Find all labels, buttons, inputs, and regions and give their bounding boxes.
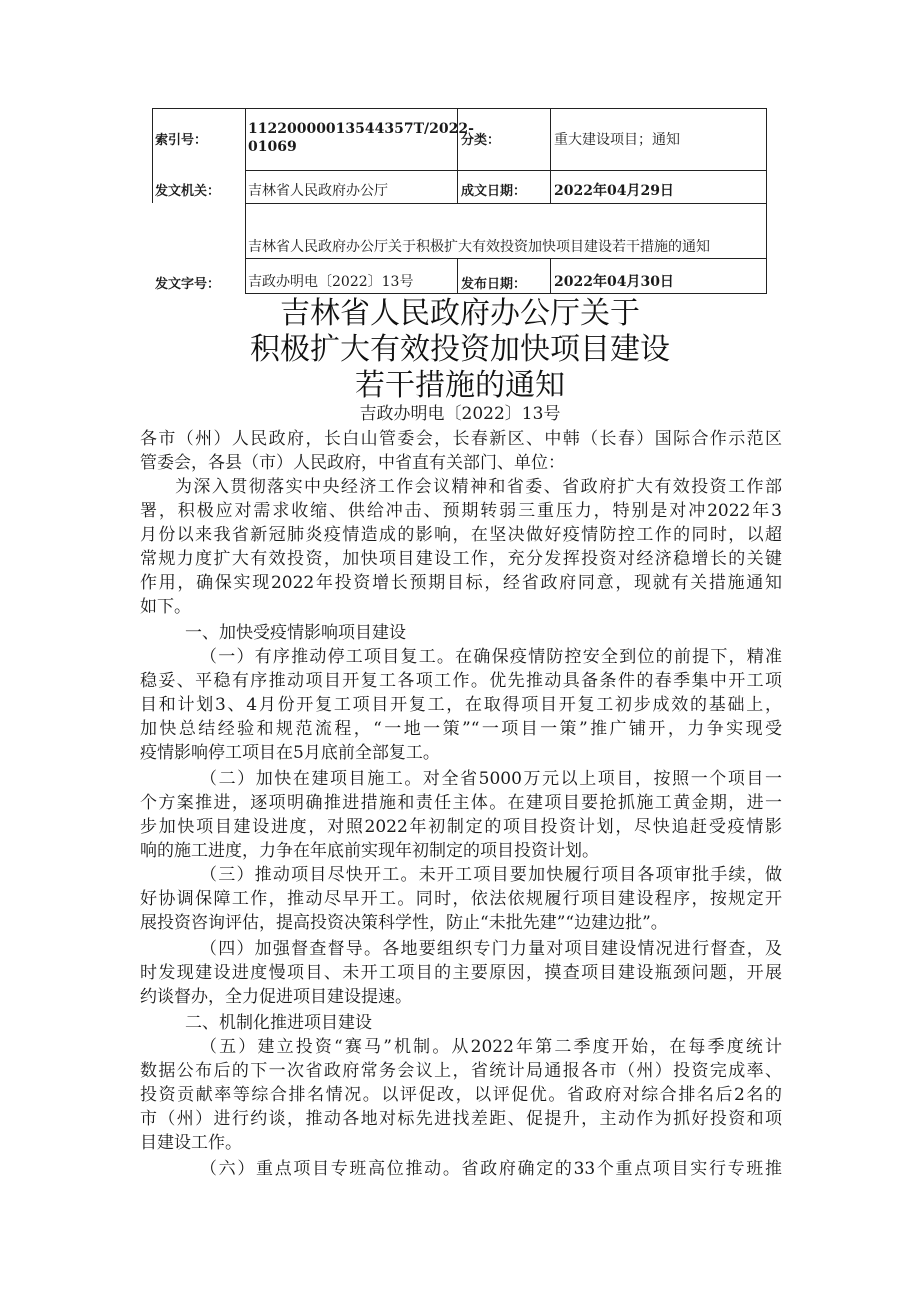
body-line: 加快总结经验和规范流程，“一地一策”“一项目一策”推广铺开，力争实现受 — [140, 719, 782, 739]
body-line: 稳妥、平稳有序推动项目开复工各项工作。优先推动具备条件的春季集中开工项 — [140, 671, 782, 691]
body-line: 约谈督办，全力促进项目建设提速。 — [140, 987, 412, 1007]
body-line: 作用，确保实现2022年投资增长预期目标，经省政府同意，现就有关措施通知 — [140, 573, 782, 593]
body-line: 常规力度扩大有效投资，加快项目建设工作，充分发挥投资对经济稳增长的关键 — [140, 549, 782, 569]
category-value: 重大建设项目；通知 — [554, 132, 680, 148]
body-line: 投资贡献率等综合排名情况。以评促改，以评促优。省政府对综合排名后2名的 — [140, 1085, 782, 1105]
table-border-right — [766, 108, 767, 294]
body-line: 为深入贯彻落实中央经济工作会议精神和省委、省政府扩大有效投资工作部 — [175, 477, 782, 497]
section-heading: 二、机制化推进项目建设 — [185, 1013, 372, 1033]
body-line: 展投资咨询评估，提高投资决策科学性，防止“未批先建”“边建边批”。 — [140, 913, 668, 933]
docno-label: 发文字号： — [155, 277, 221, 292]
table-rule — [245, 258, 767, 259]
body-line: （五）建立投资“赛马”机制。从2022年第二季度开始，在每季度统计 — [200, 1037, 782, 1057]
body-line: 时发现建设进度慢项目、未开工项目的主要原因，摸查项目建设瓶颈问题，开展 — [140, 963, 782, 983]
docno-value: 吉政办明电〔2022〕13号 — [248, 274, 414, 290]
index-label: 索引号： — [155, 133, 208, 148]
body-line: 疫情影响停工项目在5月底前全部复工。 — [140, 743, 440, 763]
index-value-line2: 01069 — [248, 139, 297, 155]
body-line: （一）有序推动停工项目复工。在确保疫情防控安全到位的前提下，精准 — [200, 647, 782, 667]
body-line: 个方案推进，逐项明确推进措施和责任主体。在建项目要抢抓施工黄金期，进一 — [140, 793, 782, 813]
index-value-line1: 11220000013544357T/2022- — [248, 121, 474, 137]
publish-date-label: 发布日期： — [461, 277, 527, 292]
body-line: 署，积极应对需求收缩、供给冲击、预期转弱三重压力，特别是对冲2022年3 — [140, 501, 782, 521]
table-rule — [457, 258, 458, 294]
written-date-label: 成文日期： — [461, 184, 527, 199]
body-line: 管委会，各县（市）人民政府，中省直有关部门、单位： — [140, 453, 565, 473]
body-line: 好协调保障工作，推动尽早开工。同时，依法依规履行项目建设程序，按规定开 — [140, 889, 782, 909]
body-line: 目建设工作。 — [140, 1133, 242, 1153]
title-line-3: 若干措施的通知 — [355, 368, 565, 403]
table-rule — [550, 258, 551, 294]
publish-date-value: 2022年04月30日 — [554, 274, 674, 290]
written-date-value: 2022年04月29日 — [554, 183, 674, 199]
title-line-1: 吉林省人民政府办公厅关于 — [280, 296, 640, 331]
title-line-2: 积极扩大有效投资加快项目建设 — [250, 332, 670, 367]
body-line: 市（州）进行约谈，推动各地对标先进找差距、促提升，主动作为抓好投资和项 — [140, 1109, 782, 1129]
issuer-label: 发文机关： — [155, 184, 221, 199]
body-line: 各市（州）人民政府，长白山管委会，长春新区、中韩（长春）国际合作示范区 — [140, 429, 782, 449]
body-line: （六）重点项目专班高位推动。省政府确定的33个重点项目实行专班推 — [200, 1159, 782, 1179]
body-line: 响的施工进度，力争在年底前实现年初制定的项目投资计划。 — [140, 841, 599, 861]
subject-value: 吉林省人民政府办公厅关于积极扩大有效投资加快项目建设若干措施的通知 — [248, 239, 710, 255]
body-line: 数据公布后的下一次省政府常务会议上，省统计局通报各市（州）投资完成率、 — [140, 1061, 782, 1081]
metadata-table — [152, 108, 767, 294]
category-label: 分类： — [461, 133, 501, 148]
body-line: （四）加强督查督导。各地要组织专门力量对项目建设情况进行督查，及 — [200, 939, 782, 959]
body-line: （三）推动项目尽快开工。未开工项目要加快履行项目各项审批手续，做 — [200, 865, 782, 885]
issuer-value: 吉林省人民政府办公厅 — [248, 183, 388, 199]
body-line: 月份以来我省新冠肺炎疫情造成的影响，在坚决做好疫情防控工作的同时，以超 — [140, 525, 782, 545]
body-line: 步加快项目建设进度，对照2022年初制定的项目投资计划，尽快追赶受疫情影 — [140, 817, 782, 837]
table-rule — [245, 170, 767, 171]
table-rule — [550, 108, 551, 203]
section-heading: 一、加快受疫情影响项目建设 — [185, 623, 406, 643]
document-number: 吉政办明电〔2022〕13号 — [359, 404, 561, 424]
table-border-left — [152, 108, 153, 203]
body-line: 目和计划3、4月份开复工项目开复工，在取得项目开复工初步成效的基础上， — [140, 695, 782, 715]
body-line: 如下。 — [140, 597, 191, 617]
body-line: （二）加快在建项目施工。对全省5000万元以上项目，按照一个项目一 — [200, 769, 782, 789]
table-rule — [245, 203, 767, 204]
table-border-bottom — [245, 293, 767, 294]
table-rule — [245, 108, 246, 294]
